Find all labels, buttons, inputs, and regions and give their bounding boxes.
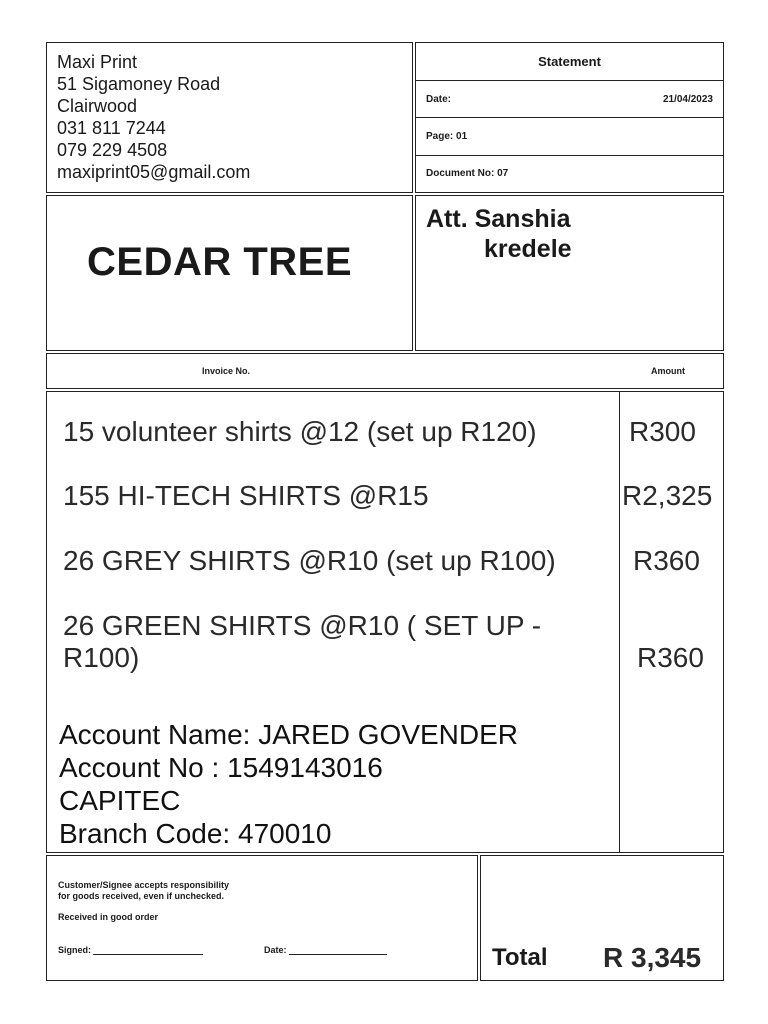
item-description: 15 volunteer shirts @12 (set up R120)	[63, 416, 537, 447]
statement-document-no: Document No: 07	[426, 168, 509, 179]
attention-box	[415, 195, 724, 351]
company-phone2: 079 229 4508	[57, 140, 168, 160]
date-line	[289, 945, 387, 955]
client-box	[46, 195, 413, 351]
column-invoice-no: Invoice No.	[202, 366, 251, 376]
statement-page: Page: 01	[416, 118, 723, 156]
item-amount: R360	[637, 642, 704, 673]
line-items	[46, 391, 724, 853]
acceptance-notice-line2: for goods received, even if unchecked.	[58, 891, 225, 901]
client-name: CEDAR TREE	[87, 240, 353, 284]
statement-header	[415, 42, 724, 193]
column-divider	[619, 392, 620, 852]
item-amount: R360	[633, 545, 700, 576]
company-name: Maxi Print	[57, 52, 138, 72]
attention-line2: kredele	[484, 235, 572, 263]
item-description: 26 GREEN SHIRTS @R10 ( SET UP - R100)	[63, 610, 542, 673]
attention-line1: Att. Sanshia	[426, 205, 571, 233]
acceptance-box	[46, 855, 478, 981]
company-email: maxiprint05@gmail.com	[57, 162, 251, 182]
bank-account-name: Account Name: JARED GOVENDER	[59, 719, 519, 750]
item-amount: R300	[629, 416, 696, 447]
acceptance-notice	[58, 880, 229, 902]
statement-date-value: 21/04/2023	[662, 94, 713, 105]
signature-line	[93, 945, 203, 955]
column-amount: Amount	[651, 366, 685, 376]
column-header	[46, 353, 724, 389]
total-label: Total	[492, 944, 548, 971]
date-label: Date:	[264, 945, 287, 955]
company-address-line1: 51 Sigamoney Road	[57, 74, 221, 94]
signed-label: Signed:	[58, 945, 91, 955]
company-phone1: 031 811 7244	[57, 118, 166, 138]
bank-name: CAPITEC	[59, 785, 181, 816]
bank-branch-code: Branch Code: 470010	[59, 818, 332, 849]
company-info	[46, 42, 413, 193]
received-text: Received in good order	[58, 912, 159, 922]
signed-field	[58, 945, 203, 955]
bank-account-no: Account No : 1549143016	[59, 752, 383, 783]
item-amount: R2,325	[622, 480, 713, 511]
item-description: 26 GREY SHIRTS @R10 (set up R100)	[63, 545, 556, 576]
acceptance-notice-line1: Customer/Signee accepts responsibility	[58, 880, 230, 890]
date-field	[264, 945, 387, 955]
statement-date-label: Date:	[426, 94, 452, 105]
company-address-line2: Clairwood	[57, 96, 138, 116]
total-value: R 3,345	[603, 942, 702, 973]
statement-date-row	[416, 81, 723, 118]
item-description: 155 HI-TECH SHIRTS @R15	[63, 480, 429, 511]
total-box	[480, 855, 724, 981]
statement-title: Statement	[416, 43, 723, 81]
